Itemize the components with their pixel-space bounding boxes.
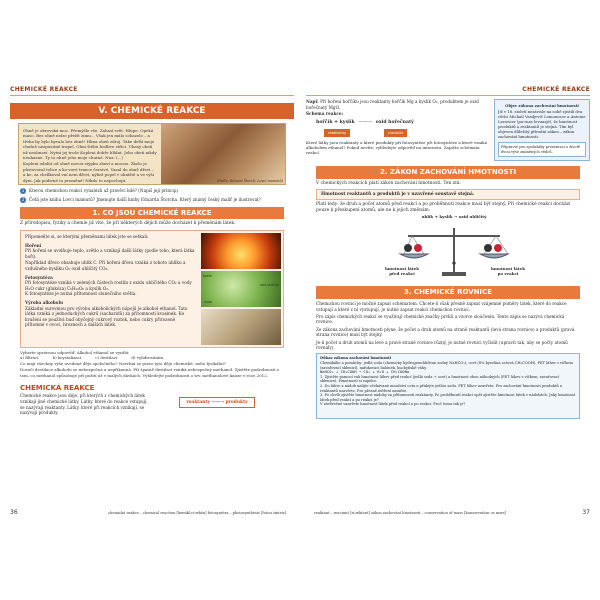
word-scheme-tags: reaktanty produkt xyxy=(324,129,490,137)
equals-sign: = xyxy=(451,260,457,268)
section-3-text-3: Ze zákona zachování hmotnosti plyne, že počet a druh atomů na straně reaktantů (levá strana rovnice) a produktů (pravá strana rovnice) musí být stejný. xyxy=(316,326,575,338)
law-explanation: Platí tedy: že druh a počet atomů před reakcí a po proběhnutí reakce musí být stejný. Při chemické reakci dochází pouze k přeskupení atomů, ale ne k jejich změnám. xyxy=(316,202,571,214)
mass-after-label: hmotnost látek po reakci xyxy=(491,266,525,277)
substance-change-box xyxy=(20,230,284,348)
section-3-text-4: Je-li počet a druh atomů na levé a pravé straně rovnice různý, je nutné rovnici vyčíslit (upravit tak, aby se počty atomů rovnaly). xyxy=(316,339,568,351)
task-3: Vyberte správnou odpověď: Alkohol ethanol se vyrábí: a) filtrací b) krystalizací c) destilací d) vyhdrováním Co mají všechny výše uvedené děje společného? Navrhni se proto tyto děje chemické, nebo fyzikální? Doručí destilace alkoholu se nebezpečná a nepřikonná. Při špatně destilaci vzniká nebezpečný methanol. Zjistěte podrobnosti o tom, co methanol způsobuje při požití už v malých dávkách. Vyhledejte podrobnosti o tzv. methanolové kauze v roce 2012. xyxy=(20,350,280,378)
left-footer xyxy=(10,509,294,516)
mass-law-discovery-box: Objev zákona zachování hmotnosti Již v 18. století nezávisle na sobě zjistili dva vědci Michail Vasiljevič Lomonosov a Antoine Lavoisier (pa-ruas levuazjé), že hmotnost produktů a reaktantů je stejná. Tím byl objeven důležitý přírodní zákon – zákon zachování hmotnosti. Připravte pro spolužáky prezentaci o životě dvou výše zmíněných vědců. xyxy=(494,99,590,161)
reaction-scheme: reaktanty ——→ produkty xyxy=(150,393,284,416)
right-footer xyxy=(306,509,590,516)
reaction-definition-text: Chemické reakce jsou děje, při kterých z chemických látek vznikají jiné chemické látky. Látky, které do reakce vstupují, se nazývají reaktanty. Látky, které při reakcích vznikají, se nazývají produkty. xyxy=(20,393,148,416)
info-images xyxy=(199,231,283,347)
section-2-title: 2. ZÁKON ZACHOVÁNÍ HMOTNOSTI xyxy=(316,166,580,179)
chapter-title: V. CHEMICKÉ REAKCE xyxy=(10,103,294,119)
distillation-image xyxy=(201,309,281,345)
right-running-header: CHEMICKÉ REAKCE xyxy=(306,82,590,96)
photosynthesis-image: kyslík oxid uhličitý voda xyxy=(201,271,281,307)
mass-law-experiment-box: Důkaz zákona zachování hmotnosti Chemikálie a pomůcky: jedlá soda (chemicky hydrogenuhličitan sodný NaHCO₃), ocet (8% kyselina octová CH₃COOH), PET láhev s víčkem (zavařovací sklenicí), nafukovací balónek, kuchyňské váhy. NaHCO₃ + CH₃COOH → CO₂ + H₂O + CH₃COONa 1. Zjistěte pomocí vah hmotnost láhev před reakcí (jedlá soda + ocet) a hmotnost obou náhodných (PET láhev s víčkem, zavařovací sklenice). Hmotnosti si zapište. 2. Do láhve z nádob nalijte očekávané množství octa a přidejte jedlou sodu. PET láhev uzavřete. Pro zachování hmotnosti produktů a reaktantů uzavřete. Pro přesné měření zasuňte. 3. Po chvíli zjistěte hmotnost nádoby za přítomnosti reaktanty. Po proběhnutí reakci opět zjistěte hmotnost látek v nádobách. Jaký hmotnost látek před reakcí a po reakci je? V závěrečné uzavřete hmotnost látek před reakcí a po reakci. Proč tomu tak je? xyxy=(316,353,580,419)
section-3-text-1: Chemickou rovnicí je možné zapsat schématem. Chcete-li však přesně zapsat vzájemné poměry látek, které do reakce vstupují a které z ní vystupují, je nutné zapsat reakci chemickou rovnicí. xyxy=(316,301,567,312)
chemical-reaction-heading: CHEMICKÁ REAKCE xyxy=(20,384,95,393)
photo-caption: (Podle: Eduard Štorch: Lovci mamutů) xyxy=(216,179,283,183)
left-running-header: CHEMICKÉ REAKCE xyxy=(10,82,294,96)
balance-illustration xyxy=(316,214,580,284)
question-number: 2 xyxy=(21,197,25,202)
balance-top-label: uhlík + kyslík → oxid uhličitý xyxy=(421,214,487,220)
left-page xyxy=(4,82,300,518)
glossary: chemická reakce – chemical reaction [kemikl ri:ækšn] fotosyntéza – photosynthesis [fotou sintsis] xyxy=(108,511,286,516)
question-number: 1 xyxy=(21,188,25,193)
glossary: reaktant – reactant [ri:æktənt] zákon zachování hmotnosti – conservation of mass [konzərveišən ov mæs] xyxy=(314,511,506,516)
page-number: 37 xyxy=(582,509,590,516)
story-text: Ohně je obrovská moc. Přemýšle vše. Zahasí svět. Hlupe. Opeká maso. Bez ohně nelze přežít zimu... Však jen málo schazelo – a třeba by bylo byvalo bez ohně! Hlina oheň zdroj. Take delší moje chuťně nezpusitné trapel. Ohni štěbu bedlive stříci. Uhasý oheň už neobnoví. Nytni jej troše Kopleni dobře hlídat. Jeho oheň nikdy neuhasne. Ty to ohně jeho moje chutné. Nuz: (...) Kopleni odoltá od ohně novou stýpku zbaví a mocno. Zkolo je půstovoval tolice a ko-vové trnece čerstvé. Vazal do ohně dřevi – a ke, za chvílkoval vní neni dřevi, nýbrž popel v ohniště a ve výši dým. Jak podivné to proměné! Nikdo to nepochopí. xyxy=(23,128,157,183)
mass-law-box: Hmotnost reaktantů a produktů je v uzavřené soustavě stejná. xyxy=(316,189,580,200)
fire-image xyxy=(201,233,281,269)
info-text: Připomeňte si, se kterými přeměnami látek jste se setkali: Hoření Při hoření se uvolňuje teplo, světlo a vznikají další látky (podle toho, která látka hoří). Například dřevo obsahuje uhlík C. Při hoření dřeva vzniká z tohoto uhlíku a vzdušného kyslíku O₂ oxid uhličitý CO₂. Fotosyntéza Při fotosyntéze vzniká v zelených částech rostlin z oxidu uhličitého CO₂ a vody H₂O cukr (glukóza) C₆H₁₂O₆ a kyslík O₂. K fotosyntéze je nutná přítomnost slunečního světla. Výroba alkoholu Základní surovinou pro výrobu alkoholických nápojů je alkohol ethanol. Tato látka vzniká z jednoduchých cukrů (sacharidů) za přítomnosti kvasinek. Ke kvašení se používá buď obyčejný cukrový roztok, nebo cukry přirozeně přítomné v ovoci, hroznech a dalších látek. xyxy=(25,234,195,328)
word-scheme: hořčík + kyslík ——→ oxid hořečnatý xyxy=(316,120,414,125)
question-2: 2 Četli jste knihu Lovci mamutů? Jmenujte další knihy Eduarda Štorcha. Který známý český malíř je ilustroval? xyxy=(21,197,261,202)
page-number: 36 xyxy=(10,509,18,516)
question-1: 1 Kterou chemickou reakci vynalézli už pravěcí lidé? (Napiš její princip) xyxy=(21,188,179,193)
right-top xyxy=(306,99,590,161)
right-page xyxy=(300,82,596,518)
section-1-title: 1. CO JSOU CHEMICKÉ REAKCE xyxy=(20,207,284,219)
reaction-definition xyxy=(20,393,284,416)
example-block: Např. Při hoření hořčíku jsou reaktanty hořčík Mg a kyslík O₂, produktem je oxid hořečnatý MgO. Schema reakce: hořčík + kyslík ——→ oxid hořečnatý reaktanty produkt Které látky jsou reaktanty a které produkty při fotosyntéze při fotosyntéze a které vzniká alkoholem ethanol? Pokud nevíte, vyhledejte odpověď na internetu. Zapište schémata reakcí. xyxy=(306,99,494,161)
book-spread xyxy=(4,82,596,518)
balance-scale-icon xyxy=(316,214,592,284)
section-2-intro: V chemických reakcích platí zákon zachování hmotnosti. Ten zní: xyxy=(316,181,461,187)
story-box xyxy=(18,123,286,185)
mammoth-hunters-image xyxy=(161,124,285,184)
section-3-text-2: Pro zápis chemických reakcí se využívají chemické značky prvků a vzorce sloučenin. Tento zápis se nazývá chemická rovnice. xyxy=(316,314,565,325)
section-1-intro: Z přírodopisu, fyziky a chemie již víte, že při některých dějích může docházet k přeměnám látek. xyxy=(20,221,236,226)
section-3-title: 3. CHEMICKÉ ROVNICE xyxy=(316,286,580,299)
mass-before-label: hmotnost látek před reakcí xyxy=(385,266,419,277)
